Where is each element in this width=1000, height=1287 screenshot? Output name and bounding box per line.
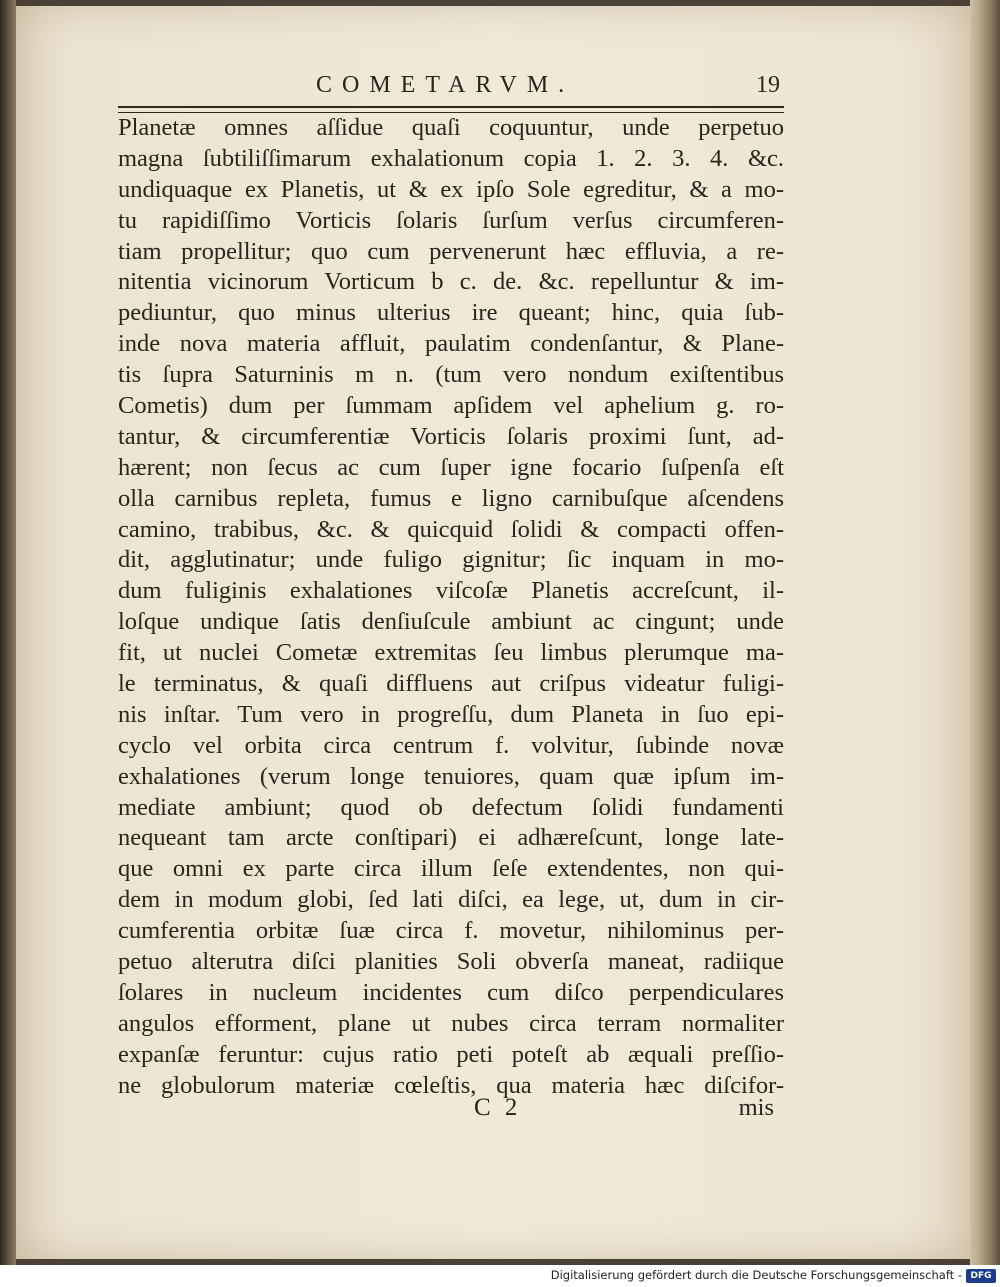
text-line: angulos efforment, plane ut nubes circa terram normaliter: [118, 1009, 784, 1037]
text-line: fit, ut nuclei Cometæ extremitas ſeu limbus plerumque ma-: [118, 639, 784, 667]
body-text: [118, 113, 784, 1102]
page-footer: [118, 1094, 784, 1126]
text-line: petuo alterutra diſci planities Soli obverſa maneat, radiique: [118, 948, 784, 976]
text-line: dit, agglutinatur; unde fuligo gignitur; ſic inquam in mo-: [118, 546, 784, 574]
text-line: tantur, & circumferentiæ Vorticis ſolaris proximi ſunt, ad-: [118, 422, 784, 450]
text-line: dum fuliginis exhalationes viſcoſæ Planetis accreſcunt, il-: [118, 577, 784, 605]
credit-bar: [0, 1265, 1000, 1287]
text-line: tis ſupra Saturninis m n. (tum vero nondum exiſtentibus: [118, 361, 784, 389]
header-rule: [118, 106, 784, 113]
page-number: 19: [756, 72, 780, 98]
text-line: ne globulorum materiæ cœleſtis, qua materia hæc diſcifor-: [118, 1071, 784, 1099]
dfg-logo-icon: DFG: [966, 1269, 996, 1283]
text-line: Planetæ omnes aſſidue quaſi coquuntur, unde perpetuo: [118, 114, 784, 141]
page-header: [118, 72, 782, 102]
text-line: tiam propellitur; quo cum pervenerunt hæc effluvia, a re-: [118, 237, 784, 265]
text-line: cyclo vel orbita circa centrum f. volvitur, ſubinde novæ: [118, 731, 784, 759]
credit-text: Digitalisierung gefördert durch die Deutsche Forschungsgemeinschaft -: [550, 1268, 962, 1282]
text-line: inde nova materia affluit, paulatim condenſantur, & Plane-: [118, 330, 784, 358]
text-line: exhalationes (verum longe tenuiores, quam quæ ipſum im-: [118, 762, 784, 790]
text-line: nitentia vicinorum Vorticum b c. de. &c. repelluntur & im-: [118, 268, 784, 296]
signature-mark: C 2: [474, 1094, 522, 1121]
text-line: cumferentia orbitæ ſuæ circa f. movetur, nihilominus per-: [118, 917, 784, 945]
text-line: loſque undique ſatis denſiuſcule ambiunt ac cingunt; unde: [118, 608, 784, 636]
text-line: pediuntur, quo minus ulterius ire queant; hinc, quia ſub-: [118, 299, 784, 327]
catchword: mis: [738, 1094, 774, 1121]
text-line: le terminatus, & quaſi diffluens aut criſpus videatur fuligi-: [118, 670, 784, 698]
text-line: undiquaque ex Planetis, ut & ex ipſo Sole egreditur, & a mo-: [118, 175, 784, 203]
text-line: nis inſtar. Tum vero in progreſſu, dum Planeta in ſuo epi-: [118, 700, 784, 728]
text-line: tu rapidiſſimo Vorticis ſolaris ſurſum verſus circumferen-: [118, 206, 784, 234]
text-line: dem in modum globi, ſed lati diſci, ea lege, ut, dum in cir-: [118, 886, 784, 914]
text-line: mediate ambiunt; quod ob defectum ſolidi fundamenti: [118, 793, 784, 821]
text-line: nequeant tam arcte conſtipari) ei adhæreſcunt, longe late-: [118, 824, 784, 852]
binding-edge: [0, 0, 16, 1265]
running-title: COMETARVM.: [316, 72, 575, 98]
text-line: que omni ex parte circa illum ſeſe extendentes, non qui-: [118, 855, 784, 883]
page-fore-edge: [970, 0, 1000, 1265]
text-line: ſolares in nucleum incidentes cum diſco perpendiculares: [118, 978, 784, 1006]
text-line: expanſæ feruntur: cujus ratio peti poteſt ab æquali preſſio-: [118, 1040, 784, 1068]
text-line: camino, trabibus, &c. & quicquid ſolidi & compacti offen-: [118, 515, 784, 543]
text-line: olla carnibus repleta, fumus e ligno carnibuſque aſcendens: [118, 484, 784, 512]
text-line: magna ſubtiliſſimarum exhalationum copia 1. 2. 3. 4. &c.: [118, 144, 784, 172]
text-line: hærent; non ſecus ac cum ſuper igne focario ſuſpenſa eſt: [118, 453, 784, 481]
text-line: Cometis) dum per ſummam apſidem vel aphelium g. ro-: [118, 392, 784, 420]
